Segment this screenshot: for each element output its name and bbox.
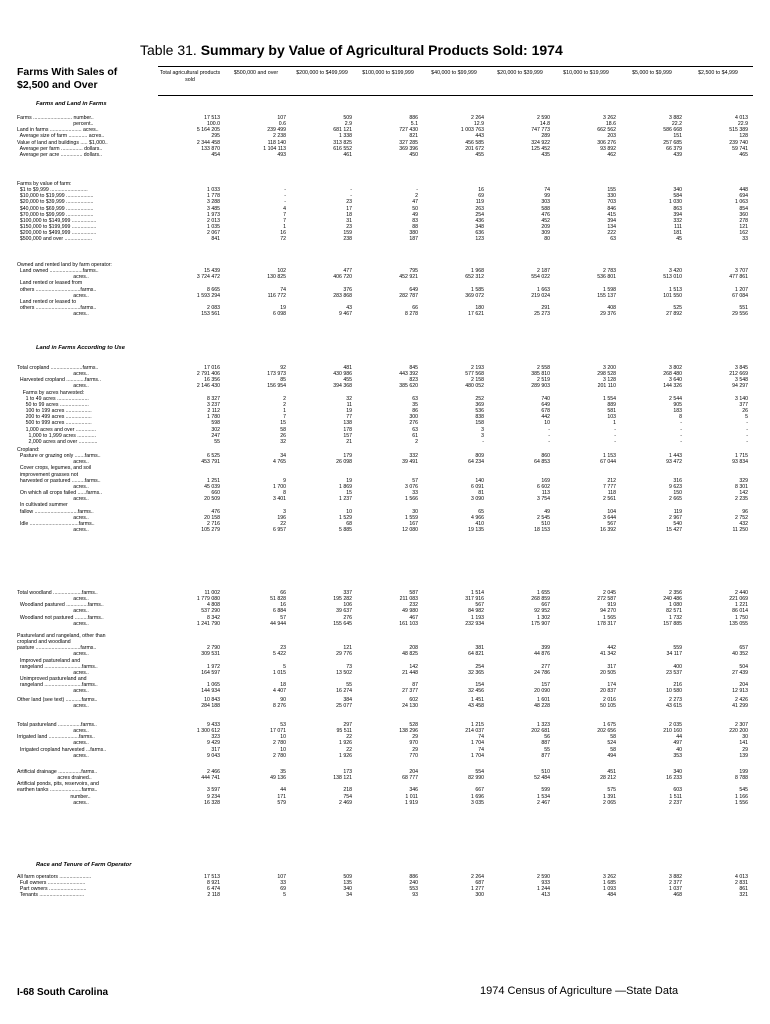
data-column: 1 968 652 312 1 585 369 072 180 17 621 bbox=[465, 268, 484, 318]
data-column: 2 426 41 299 bbox=[732, 697, 748, 710]
column-header: $100,000 to $199,999 bbox=[362, 70, 414, 76]
data-column: 92 173 973 85 156 954 2 2 1 7 15 58 26 32 bbox=[267, 365, 286, 445]
row-labels: All farm operators ...................... Full owners .......................... Part owners .......................... Tenants ............................... bbox=[17, 874, 92, 899]
column-header: $200,000 to $499,999 bbox=[296, 70, 348, 76]
data-column: 886 240 553 93 bbox=[409, 874, 418, 899]
data-column: 1 715 93 834 329 8 301 142 2 235 96 2 752 432 11 250 bbox=[732, 453, 748, 534]
data-column: 121 29 776 73 13 502 55 16 274 bbox=[336, 645, 352, 695]
data-column: 2 016 50 105 bbox=[600, 697, 616, 710]
data-column: 102 130 825 74 116 772 19 6 098 bbox=[267, 268, 286, 318]
data-column: 2 187 554 022 1 663 219 024 291 25 273 bbox=[531, 268, 550, 318]
data-column: - 2 47 50 49 83 88 380 187 bbox=[409, 187, 418, 243]
column-header: $20,000 to $39,999 bbox=[497, 70, 543, 76]
data-column: 1 153 67 044 212 7 777 118 2 561 104 3 644 567 16 392 bbox=[600, 453, 616, 534]
data-column: 2 307 220 200 30 141 29 139 bbox=[729, 722, 748, 759]
data-column: 510 52 484 599 1 534 2 467 bbox=[534, 769, 550, 806]
data-column: 17 513 100.0 5 164 205 295 2 344 458 133 870 454 bbox=[196, 115, 220, 158]
table-number: Table 31. bbox=[140, 42, 197, 58]
data-column: 1 655 268 859 667 92 952 1 302 175 907 bbox=[531, 590, 550, 627]
data-column: 66 51 828 16 6 884 57 44 944 bbox=[270, 590, 286, 627]
data-column: 204 68 777 346 1 011 1 919 bbox=[402, 769, 418, 806]
data-column: 886 5.1 727 430 821 327 285 369 396 450 bbox=[399, 115, 418, 158]
footer-page-state: I-68 South Carolina bbox=[17, 987, 109, 998]
table-main-title: Summary by Value of Agricultural Products Sold: 1974 bbox=[200, 42, 563, 58]
data-column: 17 513 8 921 6 474 2 118 bbox=[204, 874, 220, 899]
data-column: 528 138 296 29 970 29 770 bbox=[399, 722, 418, 759]
data-column: 1 033 1 778 3 288 3 485 1 973 2 013 1 035 2 067 841 bbox=[207, 187, 220, 243]
left-heading: Farms With Sales of $2,500 and Over bbox=[17, 66, 118, 91]
data-column: 509 2.9 681 121 1 338 313 825 616 552 461 bbox=[333, 115, 352, 158]
data-column: 23 5 422 5 1 015 18 4 407 bbox=[273, 645, 286, 695]
data-column: 2 790 309 531 1 972 164 597 1 065 144 934 bbox=[201, 645, 220, 695]
data-column: 795 452 921 649 282 787 66 8 278 bbox=[399, 268, 418, 318]
data-column: 3 882 22.2 586 668 151 257 685 66 379 439 bbox=[663, 115, 682, 158]
row-labels: Artificial drainage ................farms.. acres drained.. Artificial ponds, pits, reservoirs, and earthen tanks ......................farms.. number.. acres.. bbox=[17, 769, 99, 806]
section-race-tenure: Race and Tenure of Farm Operator bbox=[36, 862, 132, 868]
data-column: 1 215 214 037 74 1 704 74 1 704 bbox=[465, 722, 484, 759]
data-column: 2 356 240 486 1 080 82 571 1 732 157 885 bbox=[663, 590, 682, 627]
data-column: 451 28 212 575 1 391 2 065 bbox=[600, 769, 616, 806]
data-column: 337 195 282 106 39 637 276 155 645 bbox=[333, 590, 352, 627]
data-column: 3 420 513 010 1 513 101 550 525 27 892 bbox=[663, 268, 682, 318]
data-column: 15 439 3 724 472 8 665 1 593 294 2 083 153 561 bbox=[196, 268, 220, 318]
data-column: 297 95 511 22 1 926 22 1 926 bbox=[336, 722, 352, 759]
data-column: 1 323 202 681 56 887 55 877 bbox=[531, 722, 550, 759]
data-column: 602 24 130 bbox=[402, 697, 418, 710]
data-column: 2 558 385 810 2 519 289 903 740 649 678 442 10 - - - bbox=[531, 365, 550, 445]
data-column: 10 843 284 188 bbox=[201, 697, 220, 710]
data-column: 2 466 444 741 3 597 9 234 16 328 bbox=[201, 769, 220, 806]
column-header: $10,000 to $19,999 bbox=[563, 70, 609, 76]
data-column: 3 882 2 377 1 037 468 bbox=[669, 874, 682, 899]
data-column: 442 41 342 317 20 505 174 20 837 bbox=[600, 645, 616, 695]
section-land-use: Land in Farms According to Use bbox=[36, 345, 126, 351]
data-column: 53 17 071 10 2 780 10 2 780 bbox=[270, 722, 286, 759]
data-column: 1 451 43 458 bbox=[468, 697, 484, 710]
row-labels: Total cropland ......................farms.. acres.. Harvested cropland .............farms.. acres.. Farms by acres harvested: 1 to 49 acres ...................... 50 to 99 acres .................... 100 to 199 acres .................. 200 to 499 acres .................. 500 to 999 acres .................. 1,000 acres and over .............. 1,000 to 1,999 acres ............. 2,000 acres and over ............. bbox=[17, 365, 101, 445]
data-column: 384 25 077 bbox=[336, 697, 352, 710]
data-column: 845 443 392 823 385 620 63 35 86 300 276 63 61 2 bbox=[399, 365, 418, 445]
data-column: 3 845 212 669 3 548 94 297 3 140 377 26 5 - - - - bbox=[729, 365, 748, 445]
data-column: 3 802 268 480 3 640 144 326 2 544 905 183 8 - - - - bbox=[663, 365, 682, 445]
data-column: 1 514 317 916 567 84 982 1 193 232 934 bbox=[465, 590, 484, 627]
data-column: 199 8 788 545 1 166 1 556 bbox=[735, 769, 748, 806]
table-title bbox=[140, 42, 563, 58]
data-column: 179 26 098 19 1 869 15 1 237 10 1 529 68 5 885 bbox=[336, 453, 352, 534]
data-column: 2 264 687 1 277 300 bbox=[471, 874, 484, 899]
data-column: 587 211 083 232 49 980 467 161 103 bbox=[399, 590, 418, 627]
data-column: 155 330 703 846 415 394 134 222 63 bbox=[607, 187, 616, 243]
data-column: 3 707 477 861 1 207 67 084 551 29 556 bbox=[729, 268, 748, 318]
row-labels: Farms by value of farm: $1 to $9,999 .......................... $10,000 to $19,999 ................... $20,000 to $39,999 ................... $40,000 to $69,999 ................... $70,000 to $99,999 ................... $100,000 to $149,999 ................. $150,000 to $199,999 ................. $200,000 to $499,999 ................. $500,000 and over ................... bbox=[17, 181, 97, 243]
data-column: 657 40 352 504 27 439 204 12 913 bbox=[732, 645, 748, 695]
data-column: 2 590 14.8 747 773 289 324 922 125 452 435 bbox=[531, 115, 550, 158]
data-column: 16 69 119 263 254 436 348 636 123 bbox=[475, 187, 484, 243]
data-column: 381 64 821 254 32 365 154 32 456 bbox=[468, 645, 484, 695]
data-column: 448 694 1 063 854 360 278 121 162 33 bbox=[735, 187, 748, 243]
data-column: 107 0.6 239 499 2 238 118 140 1 104 113 493 bbox=[263, 115, 286, 158]
data-column: 399 44 876 277 24 786 157 20 090 bbox=[534, 645, 550, 695]
data-column: 6 525 453 791 1 251 45 039 660 20 509 476 20 158 2 716 105 279 bbox=[201, 453, 220, 534]
row-labels: Farms ........................... number.. percent.. Land in farms ...................... acres.. Average size of farm ............. acres.. Value of land and buildings ..... $1,000.. Average per farm ............... dollars.. Average per acre ............... dollars.. bbox=[17, 115, 108, 158]
data-column: 11 002 1 779 080 4 808 537 290 8 342 1 241 790 bbox=[196, 590, 220, 627]
section-farms-land: Farms and Land in Farms bbox=[36, 101, 107, 107]
data-column: 2 045 272 587 919 94 270 1 565 178 317 bbox=[597, 590, 616, 627]
data-column: 9 433 1 300 612 323 9 429 317 9 043 bbox=[196, 722, 220, 759]
footer-census-title: 1974 Census of Agriculture —State Data bbox=[480, 985, 679, 997]
row-labels: Other land (see text) ...........farms.. acres.. bbox=[17, 697, 98, 710]
data-column: 340 584 1 030 863 394 332 111 181 45 bbox=[669, 187, 682, 243]
data-column: 208 48 825 142 21 448 87 27 377 bbox=[402, 645, 418, 695]
data-column: - - 23 17 18 31 23 159 238 bbox=[343, 187, 352, 243]
data-column: 2 193 577 568 2 158 480 052 252 369 536 838 158 3 3 - bbox=[465, 365, 484, 445]
data-column: 90 8 276 bbox=[273, 697, 286, 710]
row-labels: Total pastureland ................farms.. acres.. Irrigated land .....................farms.. acres.. Irrigated cropland harvested ...farms.. acres.. bbox=[17, 722, 107, 759]
row-labels: Pastureland and rangeland, other than cropland and woodland pasture ...............................farms.. acres.. Improved pastureland and rangeland ..........................farms.. acres.. Unimproved pastureland and rangeland ..........................farms.. acres.. bbox=[17, 633, 106, 695]
data-column: 509 135 340 34 bbox=[343, 874, 352, 899]
data-column: - - - 4 7 7 1 16 72 bbox=[280, 187, 286, 243]
data-column: 17 016 2 791 406 16 356 2 146 430 8 327 3 237 2 112 1 780 598 302 247 55 bbox=[196, 365, 220, 445]
data-column: 481 430 986 455 394 368 32 11 19 77 138 178 157 21 bbox=[333, 365, 352, 445]
data-column: 559 34 117 400 23 537 216 10 580 bbox=[666, 645, 682, 695]
data-column: 1 675 202 656 58 524 58 494 bbox=[597, 722, 616, 759]
row-labels: Cropland: Pasture or grazing only .......farms.. acres.. Cover crops, legumes, and soil improvement grasses not harvested or pastured .........farms.. acres.. On which all crops failed ......farms.. acres.. In cultivated summer fallow ..............................farms.. acres.. Idle ..................................farms.. acres.. bbox=[17, 447, 103, 534]
data-column: 2 035 210 160 44 497 40 353 bbox=[663, 722, 682, 759]
data-column: 2 440 221 069 1 221 86 014 1 750 135 055 bbox=[729, 590, 748, 627]
data-column: 2 264 12.9 1 003 763 443 456 585 201 672 455 bbox=[460, 115, 484, 158]
data-column: 4 013 2 831 861 321 bbox=[735, 874, 748, 899]
data-column: 554 82 990 667 1 696 3 035 bbox=[468, 769, 484, 806]
data-column: 1 443 93 472 316 9 623 150 2 665 119 2 967 540 15 427 bbox=[666, 453, 682, 534]
column-header: $5,000 to $9,999 bbox=[632, 70, 672, 76]
data-column: 809 64 234 140 6 091 81 3 090 65 4 966 410 19 135 bbox=[468, 453, 484, 534]
data-column: 332 39 491 57 3 076 33 1 566 30 1 559 167 12 080 bbox=[402, 453, 418, 534]
data-column: 3 200 298 528 3 128 201 110 1 554 889 581 103 1 - - - bbox=[597, 365, 616, 445]
data-column: 107 33 69 5 bbox=[277, 874, 286, 899]
data-column: 477 406 720 376 283 868 43 9 467 bbox=[333, 268, 352, 318]
data-column: 4 013 22.9 515 389 128 239 740 59 741 465 bbox=[729, 115, 748, 158]
data-column: 35 49 136 44 171 579 bbox=[270, 769, 286, 806]
data-column: 3 262 1 685 1 093 484 bbox=[603, 874, 616, 899]
column-header: Total agricultural products sold bbox=[159, 70, 221, 83]
column-header: $500,000 and over bbox=[233, 70, 279, 76]
data-column: 860 64 853 169 6 602 113 3 754 49 2 545 510 18 153 bbox=[534, 453, 550, 534]
column-header: $40,000 to $99,999 bbox=[431, 70, 477, 76]
data-column: 3 262 18.6 662 562 203 306 276 93 892 462 bbox=[597, 115, 616, 158]
data-column: 340 16 233 603 1 511 2 237 bbox=[666, 769, 682, 806]
data-column: 2 590 933 1 244 413 bbox=[537, 874, 550, 899]
data-column: 173 138 121 218 754 2 469 bbox=[333, 769, 352, 806]
row-labels: Total woodland ....................farms.. acres.. Woodland pastured ...............farms.. acres.. Woodland not pastured .........farms.. acres.. bbox=[17, 590, 104, 627]
data-column: 34 4 765 9 1 700 8 3 401 3 196 22 6 957 bbox=[273, 453, 286, 534]
data-column: 2 273 43 615 bbox=[666, 697, 682, 710]
column-header: $2,500 to $4,999 bbox=[698, 70, 738, 76]
data-column: 74 99 303 588 476 452 209 309 80 bbox=[541, 187, 550, 243]
row-labels: Owned and rented land by farm operator: Land owned .......................farms.. acres.. Land rented or leased from others ...............................farms.. acres.. Land rented or leased to others ...............................farms.. acres.. bbox=[17, 262, 112, 318]
data-column: 1 601 48 228 bbox=[534, 697, 550, 710]
data-column: 2 783 536 801 1 598 155 137 408 29 376 bbox=[597, 268, 616, 318]
